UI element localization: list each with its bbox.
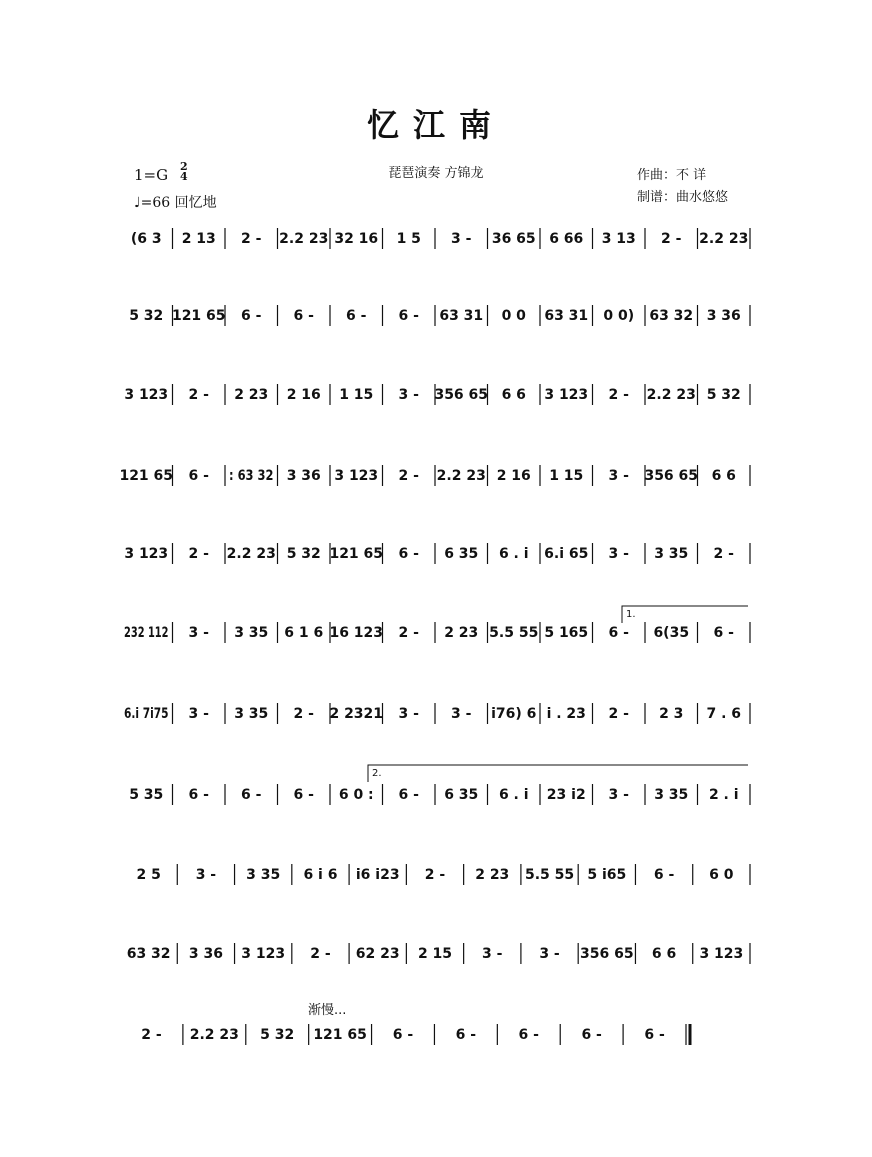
measure-notes: 6 1 6 [284, 625, 324, 641]
measure-notes: 6 - [713, 625, 734, 641]
measure-notes: 3 35 [654, 787, 689, 803]
measure-notes: 2.2 23 [279, 231, 329, 247]
measure-notes: 356 65 [434, 387, 489, 403]
measure-notes: 63 32 [649, 308, 694, 324]
measure-notes: 6 - [293, 787, 314, 803]
measure-notes: 3 - [188, 706, 209, 722]
measure-notes: 3 - [398, 706, 419, 722]
meter-bottom: 4 [180, 170, 188, 183]
measure-notes: 6 6 [651, 946, 677, 962]
measure-notes: 232 112 [124, 625, 169, 641]
measure-notes: 6 - [398, 546, 419, 562]
measure-notes: 3 123 [124, 387, 169, 403]
measure-notes: 5 32 [129, 308, 164, 324]
measure-notes: 5.5 55 [524, 867, 575, 883]
measure-notes: 0 0) [603, 308, 635, 324]
measure-notes: i . 23 [546, 706, 586, 722]
measure-notes: 3 - [188, 625, 209, 641]
measure-notes: 3 35 [654, 546, 689, 562]
measure-notes: 2 - [661, 231, 682, 247]
measure-notes: 1 15 [339, 387, 374, 403]
measure-notes: 3 - [398, 387, 419, 403]
measure-notes: 63 31 [544, 308, 589, 324]
volta-1-label: 1. [626, 609, 636, 620]
measure-notes: 2 - [608, 387, 629, 403]
measure-notes: 0 0 [501, 308, 526, 324]
measure-notes: 6 - [608, 625, 629, 641]
measure-notes: 2.2 23 [436, 468, 486, 484]
measure-notes: 3 - [195, 867, 217, 883]
measure-notes: 6 - [241, 308, 262, 324]
measure-notes: 6 - [188, 468, 209, 484]
measure-notes: 356 65 [644, 468, 699, 484]
measure-notes: 2 - [424, 867, 446, 883]
tempo-marking: ♩=66 回忆地 [134, 195, 217, 211]
key-signature: 1=G [134, 166, 169, 184]
performer-credit: 琵琶演奏 方锦龙 [388, 166, 484, 181]
measure-notes: 6 - [293, 308, 314, 324]
measure-notes: 2 - [608, 706, 629, 722]
measure-notes: 5 165 [544, 625, 589, 641]
measure-notes: i76) 6 [491, 706, 537, 722]
tempo-change-annotation: 渐慢... [308, 1003, 347, 1018]
measure-notes: 23 i2 [546, 787, 586, 803]
measure-notes: 3 35 [234, 625, 269, 641]
measure-notes: 2 . i [708, 787, 739, 803]
measure-notes: 36 65 [491, 231, 536, 247]
measure-notes: 6 6 [711, 468, 736, 484]
measure-notes: 121 65 [313, 1027, 367, 1043]
measure-notes: 2.2 23 [226, 546, 276, 562]
measure-notes: 2.2 23 [646, 387, 696, 403]
measure-notes: 5 32 [286, 546, 321, 562]
measure-notes: 3 - [608, 787, 629, 803]
measure-notes: 6 - [398, 308, 419, 324]
measure-notes: 5.5 55 [489, 625, 539, 641]
measure-notes: 6 - [644, 1027, 665, 1043]
measure-notes: 2 16 [496, 468, 531, 484]
measure-notes: 2.2 23 [189, 1027, 239, 1043]
measure-notes: 3 36 [706, 308, 741, 324]
measure-notes: 62 23 [355, 946, 400, 962]
measure-notes: 3 36 [188, 946, 223, 962]
measure-notes: 6 0 : [338, 787, 374, 803]
measure-notes: 6 - [398, 787, 419, 803]
measure-notes: 2 - [188, 546, 209, 562]
measure-notes: 6 35 [444, 546, 479, 562]
measure-notes: 63 32 [126, 946, 171, 962]
measure-notes: 5 35 [129, 787, 164, 803]
measure-notes: 2 - [141, 1027, 162, 1043]
measure-notes: 1 15 [549, 468, 584, 484]
measure-notes: 121 65 [119, 468, 174, 484]
measure-notes: 6 - [581, 1027, 602, 1043]
measure-notes: 6.i 7i75 [124, 706, 169, 722]
measure-notes: 6 - [392, 1027, 414, 1043]
page-title: 忆江南 [366, 106, 505, 144]
measure-notes: 16 123 [329, 625, 384, 641]
measure-notes: 3 - [451, 231, 472, 247]
measure-notes: 3 123 [544, 387, 589, 403]
measure-notes: 3 - [482, 946, 503, 962]
measure-notes: 6 - [346, 308, 367, 324]
measure-notes: 3 123 [241, 946, 286, 962]
measure-notes: 2 23 [475, 867, 510, 883]
measure-notes: 6 - [241, 787, 262, 803]
meter-top: 2 [180, 160, 188, 173]
measure-notes: 2 - [310, 946, 331, 962]
measure-notes: 6 . i [498, 546, 529, 562]
measure-notes: 2 23 [444, 625, 479, 641]
measure-notes: i6 i23 [355, 867, 400, 883]
measure-notes: 2 - [713, 546, 734, 562]
measure-notes: 6 - [455, 1027, 477, 1043]
composer-credit: 作曲：不 详 [637, 168, 707, 183]
measure-notes: 3 123 [334, 468, 379, 484]
measure-notes: 6(35 [653, 625, 690, 641]
measure-notes: 3 123 [699, 946, 744, 962]
measure-notes: 2 - [293, 706, 314, 722]
measure-notes: 6 - [653, 867, 675, 883]
measure-notes: 6 . i [498, 787, 529, 803]
measure-notes: 3 36 [286, 468, 321, 484]
measure-notes: 3 - [608, 468, 629, 484]
measure-notes: 2 3 [659, 706, 684, 722]
measure-notes: 2 16 [286, 387, 321, 403]
measure-notes: 6 - [518, 1027, 539, 1043]
measure-notes: 3 35 [234, 706, 269, 722]
measure-notes: 3 - [539, 946, 560, 962]
measure-notes: 121 65 [171, 308, 226, 324]
volta-1-bracket [622, 606, 748, 623]
measure-notes: 6 0 [709, 867, 734, 883]
measure-notes: 2 15 [417, 946, 453, 962]
volta-2-label: 2. [372, 768, 382, 779]
measure-notes: 121 65 [329, 546, 384, 562]
measure-notes: 1 5 [396, 231, 421, 247]
measure-notes: 5 i65 [587, 867, 627, 883]
measure-notes: 2 - [398, 468, 419, 484]
measure-notes: 6 6 [501, 387, 526, 403]
measure-notes: 3 - [608, 546, 629, 562]
measure-notes: : 63 32 [229, 468, 274, 484]
measure-notes: 6 i 6 [303, 867, 338, 883]
measure-notes: 2 23 [234, 387, 269, 403]
transcriber-credit: 制谱：曲水悠悠 [637, 190, 729, 205]
measure-notes: 5 32 [260, 1027, 295, 1043]
measure-notes: 3 - [451, 706, 472, 722]
measure-notes: 7 . 6 [706, 706, 742, 722]
measure-notes: 2 2321 [329, 706, 384, 722]
measure-notes: 5 32 [706, 387, 741, 403]
measure-notes: 6 66 [549, 231, 584, 247]
measure-notes: 2 - [241, 231, 262, 247]
volta-2-bracket [368, 765, 748, 782]
measure-notes: 3 13 [601, 231, 636, 247]
measure-notes: 6 35 [444, 787, 479, 803]
measure-notes: 6.i 65 [544, 546, 589, 562]
measure-notes: 2 13 [181, 231, 216, 247]
measure-notes: 2 5 [136, 867, 161, 883]
measure-notes: 63 31 [439, 308, 484, 324]
measure-notes: 3 35 [246, 867, 281, 883]
measure-notes: 32 16 [334, 231, 379, 247]
measure-notes: 3 123 [124, 546, 169, 562]
measure-notes: 2.2 23 [699, 231, 749, 247]
measure-notes: 2 - [188, 387, 209, 403]
measure-notes: 356 65 [580, 946, 634, 962]
measure-notes: 2 - [398, 625, 419, 641]
measure-notes: 6 - [188, 787, 209, 803]
measure-notes: (6 3 [130, 231, 162, 247]
